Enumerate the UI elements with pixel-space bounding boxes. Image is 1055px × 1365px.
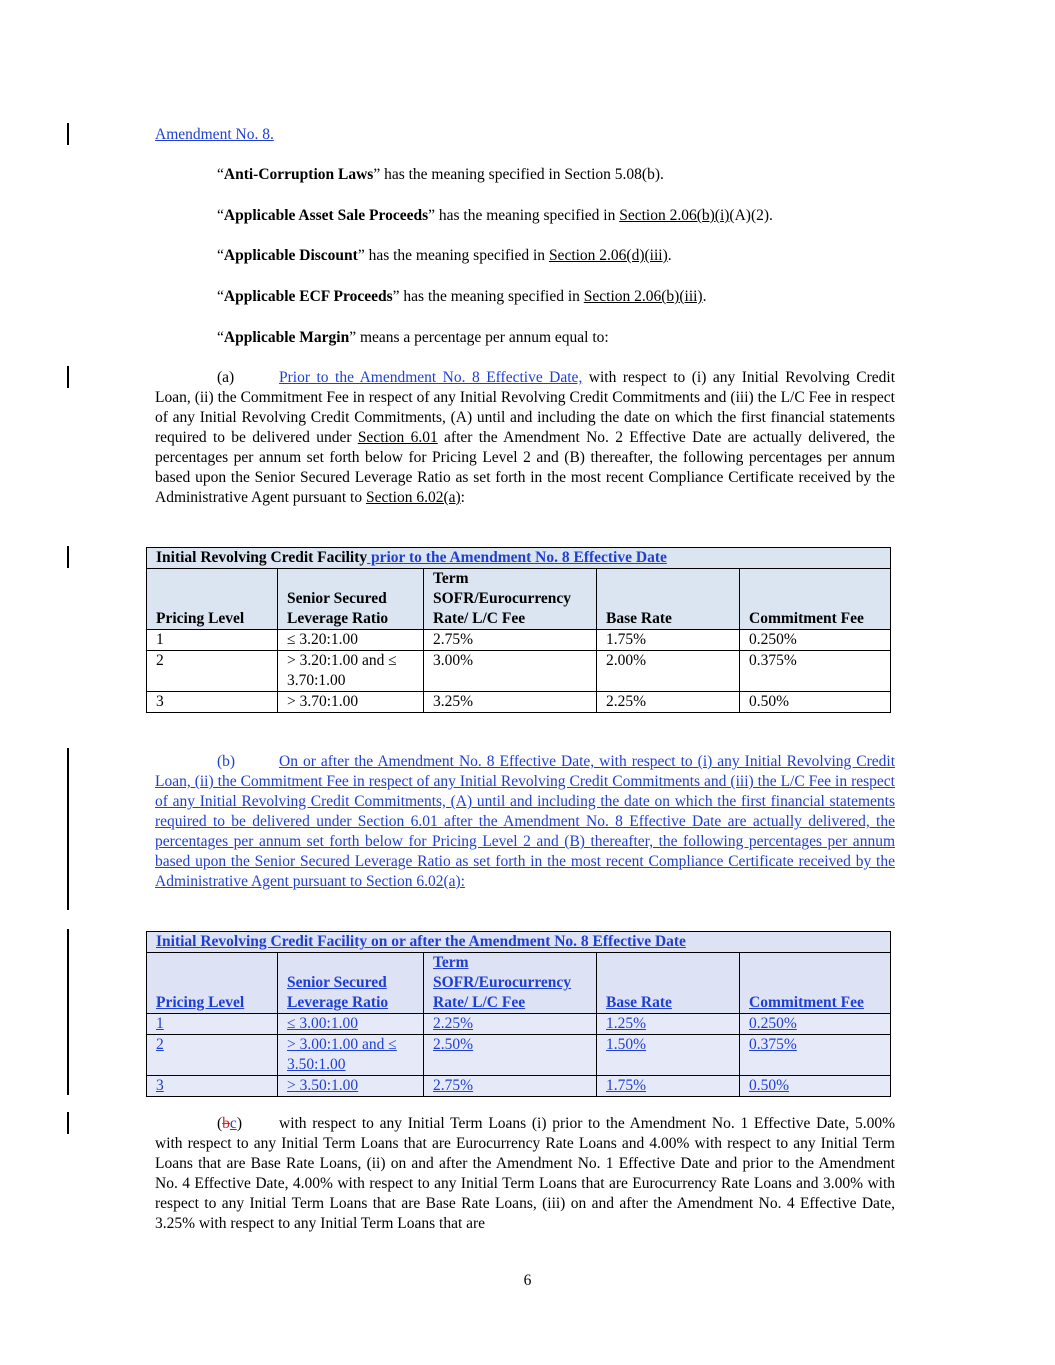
defined-term: Applicable ECF Proceeds (223, 288, 393, 305)
defined-term: Applicable Margin (223, 329, 350, 346)
inserted-text: c (229, 1115, 237, 1132)
table-header-row (147, 569, 891, 630)
continued-text (155, 125, 895, 145)
table-row: 3 > 3.70:1.00 3.25% 2.25% 0.50% (147, 692, 891, 713)
column-header: Pricing Level (147, 569, 278, 630)
definition-anti-corruption: “Anti-Corruption Laws” has the meaning specified in Section 5.08(b). (217, 166, 664, 183)
inserted-text: Amendment No. 8. (155, 126, 274, 143)
column-header: Pricing Level (147, 953, 278, 1014)
column-header: Senior Secured Leverage Ratio (278, 569, 424, 630)
table-row: 3 > 3.50:1.00 2.75% 1.75% 0.50% (147, 1076, 891, 1097)
column-header: Base Rate (597, 569, 740, 630)
defined-term: Applicable Asset Sale Proceeds (223, 207, 429, 224)
section-reference: Section 2.06(d)(iii) (548, 247, 668, 264)
definition-applicable-discount: “Applicable Discount” has the meaning specified in Section 2.06(d)(iii). (217, 247, 672, 264)
section-reference: Section 2.06(b)(i) (619, 207, 730, 224)
column-header: Senior Secured Leverage Ratio (278, 953, 424, 1014)
change-bar (67, 546, 69, 568)
table-header-row (147, 953, 891, 1014)
change-bar (67, 1112, 69, 1134)
column-header: Commitment Fee (740, 569, 891, 630)
table-row: 2 > 3.20:1.00 and ≤ 3.70:1.00 3.00% 2.00% 0.375% (147, 651, 891, 692)
deleted-text: b (222, 1115, 230, 1132)
pricing-table-prior (146, 547, 891, 713)
column-header: Term SOFR/Eurocurrency Rate/ L/C Fee (424, 569, 597, 630)
change-bar (67, 366, 69, 388)
column-header: Term SOFR/Eurocurrency Rate/ L/C Fee (424, 953, 597, 1014)
table-row: 2 > 3.00:1.00 and ≤ 3.50:1.00 2.50% 1.50% 0.375% (147, 1035, 891, 1076)
change-bar (67, 123, 69, 145)
defined-term: Applicable Discount (223, 247, 358, 264)
section-reference: Section 6.02(a) (365, 489, 461, 506)
definition-asset-sale-proceeds: “Applicable Asset Sale Proceeds” has the meaning specified in Section 2.06(b)(i)(A)(2). (217, 207, 773, 224)
table-title: Initial Revolving Credit Facility on or after the Amendment No. 8 Effective Date (147, 932, 891, 953)
column-header: Base Rate (597, 953, 740, 1014)
definition-applicable-margin: “Applicable Margin” means a percentage per annum equal to: (217, 329, 609, 346)
inserted-text: Prior to the Amendment No. 8 Effective Date, (279, 369, 583, 386)
pricing-table-after (146, 931, 891, 1097)
paragraph-a: (a) Prior to the Amendment No. 8 Effective Date, with respect to (i) any Initial Revolving Credit Loan, (ii) the Commitment Fee in respect of any Initial Revolving Credit Commitments and (iii) the L/C Fee in respect of any Initial Revolving Credit Commitments, (A) until and including the date on which the first financial statements required to be delivered under Section 6.01 after the Amendment No. 2 Effective Date are actually delivered, the percentages per annum set forth below for Pricing Level 2 and (B) thereafter, the following percentages per annum based upon the Senior Secured Leverage Ratio as set forth in the most recent Compliance Certificate received by the Administrative Agent pursuant to Section 6.02(a): (155, 369, 896, 506)
section-reference: Section 2.06(b)(iii) (583, 288, 703, 305)
defined-term: Anti-Corruption Laws (223, 166, 374, 183)
table-row: 1 ≤ 3.20:1.00 2.75% 1.75% 0.250% (147, 630, 891, 651)
table-row: 1 ≤ 3.00:1.00 2.25% 1.25% 0.250% (147, 1014, 891, 1035)
change-bar (67, 748, 69, 910)
definition-ecf-proceeds: “Applicable ECF Proceeds” has the meaning specified in Section 2.06(b)(iii). (217, 288, 707, 305)
column-header: Commitment Fee (740, 953, 891, 1014)
inserted-text: prior to the Amendment No. 8 Effective Date (367, 549, 667, 566)
paragraph-b: (b) On or after the Amendment No. 8 Effective Date, with respect to (i) any Initial Revolving Credit Loan, (ii) the Commitment Fee in respect of any Initial Revolving Credit Commitments and (iii) the L/C Fee in respect of any Initial Revolving Credit Commitments, (A) until and including the date on which the first financial statements required to be delivered under Section 6.01 after the Amendment No. 8 Effective Date are actually delivered, the percentages per annum set forth below for Pricing Level 2 and (B) thereafter, the following percentages per annum based upon the Senior Secured Leverage Ratio as set forth in the most recent Compliance Certificate received by the Administrative Agent pursuant to Section 6.02(a): (155, 753, 895, 890)
change-bar (67, 929, 69, 1095)
paragraph-c: (bc) with respect to any Initial Term Loans (i) prior to the Amendment No. 1 Effective Date, 5.00% with respect to any Initial Term Loans that are Eurocurrency Rate Loans and 4.00% with respect to any Initial Term Loans that are Base Rate Loans, (ii) on and after the Amendment No. 1 Effective Date and prior to the Amendment No. 4 Effective Date, 4.00% with respect to any Initial Term Loans that are Eurocurrency Rate Loans and 3.00% with respect to any Initial Term Loans that are Base Rate Loans, (iii) on and after the Amendment No. 4 Effective Date, 3.25% with respect to any Initial Term Loans that are (155, 1115, 895, 1232)
section-reference: Section 6.01 (357, 429, 438, 446)
table-title: Initial Revolving Credit Facility prior to the Amendment No. 8 Effective Date (147, 548, 891, 569)
page-number: 6 (523, 1272, 532, 1289)
